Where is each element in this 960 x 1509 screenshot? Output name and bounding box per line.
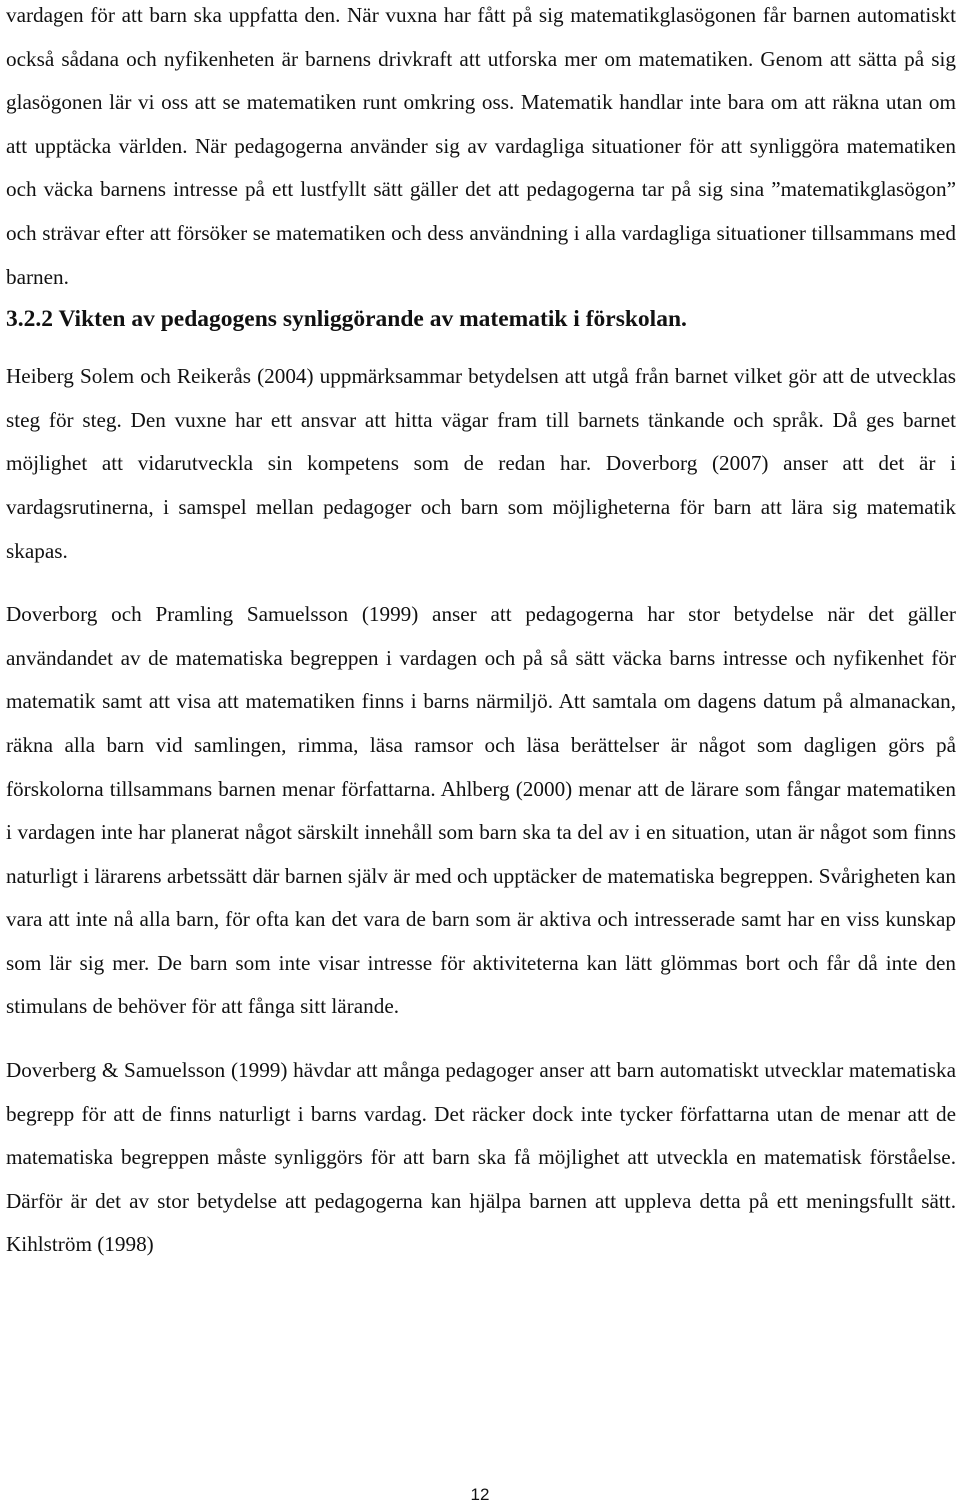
page-number: 12 [470,1485,490,1504]
section-heading: 3.2.2 Vikten av pedagogens synliggörande av matematik i förskolan. [6,306,687,333]
paragraph-doverborg: Doverborg och Pramling Samuelsson (1999) anser att pedagogerna har stor betydelse när det gäller användandet av de matematiska begreppen i vardagen och på så sätt väcka barns intresse och nyfikenhet för matematik samt att visa att matematiken finns i barns närmiljö. Att samtala om dagens datum på almanackan, räkna alla barn vid samlingen, rimma, läsa ramsor och läsa berättelser är något som dagligen görs på förskolorna tillsammans barnen menar författarna. Ahlberg (2000) menar att de lärare som fångar matematiken i vardagen inte har planerat något särskilt innehåll som barn ska ta del av i en situation, utan är något som finns naturligt i lärarens arbetssätt där barnen själv är med och upptäcker de matematiska begreppen. Svårigheten kan vara att inte nå alla barn, för ofta kan det vara de barn som är aktiva och intresserade samt har en viss kunskap som lär sig mer. De barn som inte visar intresse för aktiviteterna kan lätt glömmas bort och får då inte den stimulans de behöver för att fånga sitt lärande. [6,602,956,1019]
paragraph-heiberg: Heiberg Solem och Reikerås (2004) uppmärksammar betydelsen att utgå från barnet vilket gör att de utvecklas steg för steg. Den vuxne har ett ansvar att hitta vägar fram till barnets tänkande och språk. Då ges barnet möjlighet att vidarutveckla sin kompetens som de redan har. Doverborg (2007) anser att det är i vardagsrutinerna, i samspel mellan pedagoger och barn som möjligheterna för barn att lära sig matematik skapas. [6,364,956,563]
document-page [6,0,956,1267]
paragraph-doverberg: Doverberg & Samuelsson (1999) hävdar att många pedagoger anser att barn automatiskt utvecklar matematiska begrepp för att de finns naturligt i barns vardag. Det räcker dock inte tycker författarna utan de menar att de matematiska begreppen måste synliggörs för att barn ska få möjlighet att utveckla en matematisk förståelse. Därför är det av stor betydelse att pedagogerna kan hjälpa barnen att uppleva detta på ett meningsfullt sätt. Kihlström (1998) [6,1058,956,1257]
paragraph-continuation: vardagen för att barn ska uppfatta den. När vuxna har fått på sig matematikglasögonen får barnen automatiskt också sådana och nyfikenheten är barnens drivkraft att utforska mer om matematiken. Genom att sätta på sig glasögonen lär vi oss att se matematiken runt omkring oss. Matematik handlar inte bara om att räkna utan om att upptäcka världen. När pedagogerna använder sig av vardagliga situationer för att synliggöra matematiken och väcka barnens intresse på ett lustfyllt sätt gäller det att pedagogerna tar på sig sina ”matematikglasögon” och strävar efter att försöker se matematiken och dess användning i alla vardagliga situationer tillsammans med barnen. [6,3,956,289]
